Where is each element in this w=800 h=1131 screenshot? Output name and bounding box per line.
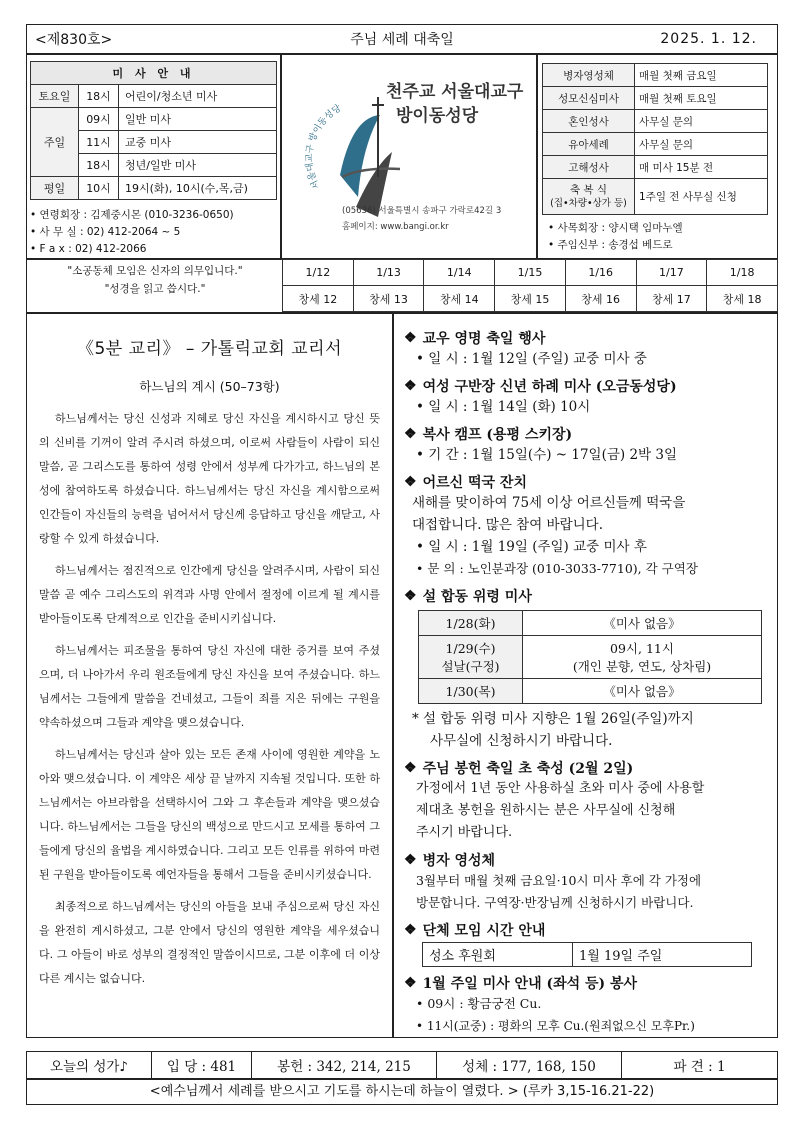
catechism-paragraph: 하느님께서는 피조물을 통하여 당신 자신에 대한 증거를 보여 주셨으며, 더 나아가서 우리 원조들에게 당신 자신을 보여 주셨습니다. 하느님께서는 그들에게 말씀을 건네셨고, 그들이 죄를 지은 뒤에는 구원을 약속하셨으며 그들과 계약을 맺으셨습니다.	[39, 644, 380, 729]
quote-line: "성경을 읽고 씁시다."	[104, 283, 206, 295]
quote-box	[30, 262, 280, 298]
table-row	[283, 260, 778, 286]
reading-book: 창세 12	[283, 286, 354, 312]
diamond-icon: ❖	[404, 852, 417, 868]
news-line: 주시기 바랍니다.	[416, 825, 513, 840]
mass-time: 11시	[79, 131, 119, 154]
quote-line: "소공동체 모임은 신자의 의무입니다."	[67, 265, 243, 277]
sacrament-name: 병자영성체	[543, 64, 635, 87]
hymn-communion: 성체 : 177, 168, 150	[437, 1052, 622, 1078]
news-line: * 설 합동 위령 미사 지향은 1월 26일(주일)까지	[412, 711, 694, 727]
contact-fax: • F a x : 02) 412-2066	[30, 243, 147, 255]
table-row	[543, 64, 768, 87]
lunar-date-line: 설날(구정)	[441, 659, 500, 674]
lunar-info: 《미사 없음》	[523, 611, 762, 636]
group-name: 성소 후원회	[423, 943, 573, 967]
mass-desc: 일반 미사	[119, 108, 277, 131]
table-row	[419, 679, 762, 704]
group-meeting-table	[422, 942, 752, 967]
sacrament-name: 성모신심미사	[543, 87, 635, 110]
diamond-icon: ❖	[404, 426, 417, 442]
mass-time: 18시	[79, 154, 119, 177]
sacraments-table	[542, 63, 768, 215]
news-line: 사무실에 신청하시기 바랍니다.	[430, 733, 613, 749]
blessing-label: 축 복 식	[569, 183, 608, 196]
news-heading	[404, 424, 767, 444]
news-title: 설 합동 위령 미사	[422, 589, 532, 605]
diamond-icon: ❖	[404, 975, 417, 991]
sacrament-info: 매월 첫째 금요일	[635, 64, 768, 87]
news-title: 주님 봉헌 축일 초 축성 (2월 2일)	[422, 761, 634, 777]
group-time: 1월 19일 주일	[573, 943, 752, 967]
leader-council: • 사목회장 : 양시택 임마누엘	[548, 222, 683, 234]
issue-date: 2025. 1. 12.	[660, 31, 757, 47]
reading-book: 창세 16	[565, 286, 636, 312]
diamond-icon: ❖	[404, 330, 417, 346]
homepage-text: 홈페이지: www.bangi.or.kr	[342, 222, 449, 232]
sacrament-info: 1주일 전 사무실 신청	[635, 179, 768, 215]
table-row	[283, 286, 778, 312]
diamond-icon: ❖	[404, 474, 417, 490]
news-title: 단체 모임 시간 안내	[422, 923, 546, 939]
hymn-entrance: 입 당 : 481	[152, 1052, 252, 1078]
contact-list	[30, 207, 280, 258]
news-heading	[404, 376, 767, 396]
parish-address	[342, 203, 501, 235]
news-section	[393, 313, 778, 1038]
reading-date: 1/15	[495, 260, 566, 286]
news-line: • 일 시 : 1월 14일 (화) 10시	[404, 396, 767, 418]
catechism-paragraph: 하느님께서는 점진적으로 인간에게 당신을 알려주시며, 사람이 되신 말씀 곧 예수 그리스도의 위격과 사명 안에서 절정에 이르게 될 계시를 받아들이도록 단계적으로 인간을 준비시키십니다.	[39, 564, 380, 625]
hymn-offertory: 봉헌 : 342, 214, 215	[252, 1052, 437, 1078]
news-heading	[404, 586, 767, 606]
divider	[536, 54, 538, 259]
table-row	[31, 177, 277, 200]
lunar-info-line: 09시, 11시	[610, 641, 674, 656]
mass-day: 주일	[31, 108, 79, 177]
news-heading	[404, 758, 767, 778]
reading-book: 창세 15	[495, 286, 566, 312]
mass-desc: 19시(화), 10시(수,목,금)	[119, 177, 277, 200]
table-row	[31, 108, 277, 131]
mass-day: 토요일	[31, 85, 79, 108]
mass-desc: 청년/일반 미사	[119, 154, 277, 177]
table-row	[543, 179, 768, 215]
address-text: (05636) 서울특별시 송파구 가락로42길 3	[342, 206, 502, 216]
reading-date: 1/13	[353, 260, 424, 286]
reading-book: 창세 14	[424, 286, 495, 312]
mass-schedule-table	[30, 61, 277, 200]
table-row	[423, 943, 752, 967]
catechism-paragraph: 하느님께서는 당신 신성과 지혜로 당신 자신을 계시하시고 당신 뜻의 신비를 기꺼이 알려 주시려 하셨으며, 이로써 사람들이 사람이 되신 말씀, 곧 그리스도를 통하여 성령 안에서 성부께 다가가고, 하느님의 본성에 참여하도록 하셨습니다. 하느님께서는 당신 자신을 계시함으로써 인간들이 자신들의 능력을 넘어서서 당신께 응답하고 당신을 깨닫고, 사랑할 수 있게 하셨습니다.	[39, 412, 380, 545]
parish-name-line2: 방이동성당	[396, 106, 479, 126]
header-bar	[26, 24, 778, 54]
diamond-icon: ❖	[404, 922, 417, 938]
news-line: 새해를 맞이하여 75세 이상 어르신들께 떡국을	[412, 495, 686, 511]
reading-book: 창세 18	[707, 286, 778, 312]
lunar-date: 1/30(목)	[419, 679, 523, 704]
mass-time: 09시	[79, 108, 119, 131]
reading-date: 1/17	[636, 260, 707, 286]
mass-desc: 어린이/청소년 미사	[119, 85, 277, 108]
sacrament-name: 혼인성사	[543, 110, 635, 133]
catechism-subtitle: 하느님의 계시 (50–73항)	[139, 379, 280, 394]
news-line: • 일 시 : 1월 12일 (주일) 교중 미사 중	[404, 348, 767, 370]
lunar-info-line: (개인 분향, 연도, 상차림)	[572, 659, 712, 674]
news-heading	[404, 328, 767, 348]
diamond-icon: ❖	[404, 378, 417, 394]
hymn-bar	[26, 1051, 778, 1079]
sacrament-name: 고해성사	[543, 156, 635, 179]
diamond-icon: ❖	[404, 588, 417, 604]
news-line: • 11시(교중) : 평화의 모후 Cu.(원죄없으신 모후Pr.)	[404, 1015, 767, 1037]
catechism-title: 《5분 교리》 – 가톨릭교회 교리서	[76, 339, 343, 359]
contact-funeral: • 연령회장 : 김제중시몬 (010-3236-0650)	[30, 209, 234, 221]
lunar-date: 1/28(화)	[419, 611, 523, 636]
lunar-info: 《미사 없음》	[523, 679, 762, 704]
news-line: • 일 시 : 1월 19일 (주일) 교중 미사 후	[404, 536, 767, 558]
mass-day: 평일	[31, 177, 79, 200]
reading-book: 창세 17	[636, 286, 707, 312]
news-heading	[404, 973, 767, 993]
news-title: 1월 주일 미사 안내 (좌석 등) 봉사	[422, 976, 638, 992]
news-line: 제대초 봉헌을 원하시는 분은 사무실에 신청해	[416, 803, 676, 818]
lunar-date	[419, 636, 523, 679]
news-line: 대접합니다. 많은 참여 바랍니다.	[412, 517, 603, 533]
lunar-date-line: 1/29(수)	[445, 641, 496, 656]
reading-book: 창세 13	[353, 286, 424, 312]
news-line: 가정에서 1년 동안 사용하실 초와 미사 중에 사용할	[416, 781, 705, 796]
table-row	[419, 611, 762, 636]
sacrament-info: 사무실 문의	[635, 110, 768, 133]
news-heading	[404, 472, 767, 492]
sacrament-info: 매월 첫째 토요일	[635, 87, 768, 110]
contact-office: • 사 무 실 : 02) 412-2064 ~ 5	[30, 226, 181, 238]
hymn-label: 오늘의 성가♪	[27, 1052, 152, 1078]
news-title: 교우 영명 축일 행사	[422, 331, 546, 347]
diamond-icon: ❖	[404, 760, 417, 776]
sacrament-info: 매 미사 15분 전	[635, 156, 768, 179]
catechism-section	[26, 313, 393, 1038]
gospel-verse: <예수님께서 세례를 받으시고 기도를 하시는데 하늘이 열렸다. > (루카 3,15-16.21-22)	[26, 1079, 778, 1105]
catechism-paragraph: 하느님께서는 당신과 살아 있는 모든 존재 사이에 영원한 계약을 노아와 맺으셨습니다. 이 계약은 세상 끝 날까지 지속될 것입니다. 또한 하느님께서는 아브라함을 선택하시어 그와 그 후손들과 계약을 맺으셨습니다. 하느님께서는 그들을 당신의 백성으로 만드시고 모세를 통하여 그들에게 당신의 율법을 계시하였습니다. 그리고 모든 인류를 위하여 마련된 구원을 받아들이도록 예언자들을 통해서 그들을 준비시키셨습니다.	[39, 748, 380, 881]
news-line: • 기 간 : 1월 15일(수) ~ 17일(금) 2박 3일	[404, 444, 767, 466]
sacrament-name	[543, 179, 635, 215]
news-title: 병자 영성체	[422, 853, 496, 869]
table-row	[543, 87, 768, 110]
news-line: 3월부터 매월 첫째 금요일·10시 미사 후에 각 가정에	[416, 873, 702, 888]
catechism-paragraph: 최종적으로 하느님께서는 당신의 아들을 보내 주심으로써 당신 자신을 완전히 계시하셨고, 그분 안에서 당신의 영원한 계약을 세우셨습니다. 그 아들이 바로 성부의 결정적인 말씀이시므로, 그분 이후에 더 이상 다른 계시는 없습니다.	[39, 900, 380, 985]
reading-date: 1/18	[707, 260, 778, 286]
table-row	[543, 133, 768, 156]
feast-name: 주님 세례 대축일	[350, 32, 454, 48]
lunar-info	[523, 636, 762, 679]
logo-arc-text: 서울대교구 방이동성당	[304, 103, 344, 191]
news-line: 방문합니다. 구역장·반장님께 신청하시기 바랍니다.	[416, 895, 694, 910]
leader-pastor: • 주임신부 : 송경섭 베드로	[548, 239, 673, 251]
reading-date: 1/14	[424, 260, 495, 286]
blessing-sub: (집•차량•상가 등)	[550, 197, 627, 209]
parish-name	[386, 80, 523, 128]
table-row	[419, 636, 762, 679]
mass-schedule-title: 미 사 안 내	[31, 62, 277, 85]
table-row	[31, 85, 277, 108]
issue-number: <제830호>	[35, 32, 113, 48]
table-row	[543, 156, 768, 179]
readings-table	[282, 259, 778, 312]
sacrament-name: 유아세례	[543, 133, 635, 156]
news-line: • 09시 : 황금궁전 Cu.	[404, 993, 767, 1015]
mass-time: 18시	[79, 85, 119, 108]
hymn-dismissal: 파 견 : 1	[673, 1059, 726, 1075]
lunar-mass-table	[418, 610, 762, 704]
mass-desc: 교중 미사	[119, 131, 277, 154]
news-title: 여성 구반장 신년 하례 미사 (오금동성당)	[422, 379, 677, 395]
table-row	[543, 110, 768, 133]
news-heading	[404, 920, 767, 940]
leaders	[548, 220, 683, 254]
reading-date: 1/12	[283, 260, 354, 286]
reading-date: 1/16	[565, 260, 636, 286]
sacrament-info: 사무실 문의	[635, 133, 768, 156]
mass-time: 10시	[79, 177, 119, 200]
parish-name-line1: 천주교 서울대교구	[386, 82, 524, 102]
news-title: 복사 캠프 (용평 스키장)	[422, 427, 573, 443]
news-line: • 문 의 : 노인분과장 (010-3033-7710), 각 구역장	[404, 558, 767, 580]
news-heading	[404, 850, 767, 870]
news-title: 어르신 떡국 잔치	[422, 475, 527, 491]
